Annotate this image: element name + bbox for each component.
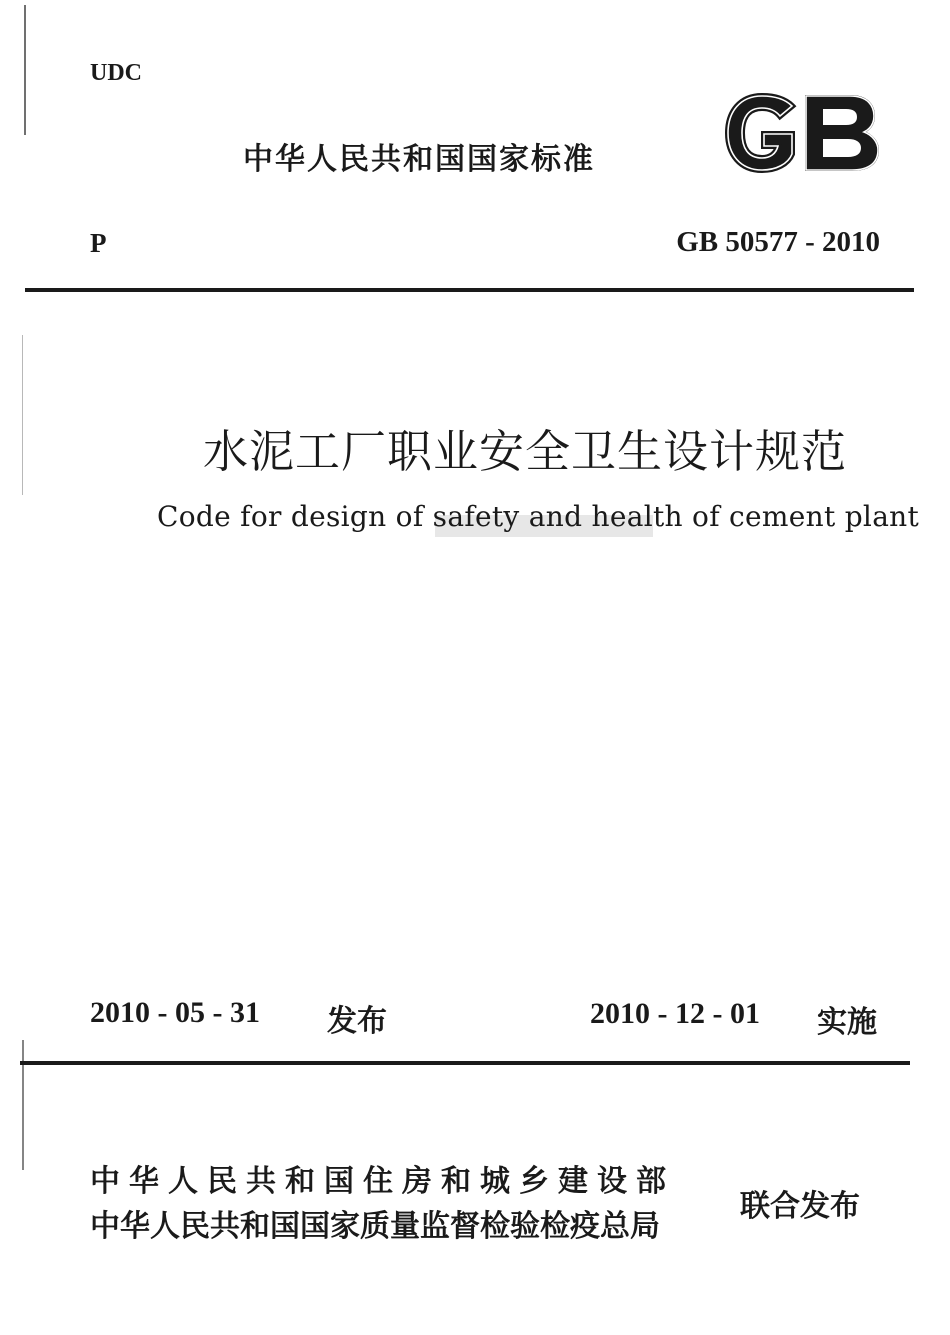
issue-label: 发布 <box>327 1004 387 1039</box>
scan-margin-mark <box>22 335 23 495</box>
udc-label: UDC <box>90 60 142 86</box>
title-chinese: 水泥工厂职业安全卫生设计规范 <box>203 425 848 478</box>
scan-margin-mark <box>24 5 26 135</box>
standard-number: GB 50577 - 2010 <box>676 226 880 258</box>
issuer-quality-supervision: 中华人民共和国国家质量监督检验检疫总局 <box>90 1209 660 1244</box>
national-standard-heading: 中华人民共和国国家标准 <box>243 142 595 177</box>
top-divider <box>25 288 914 292</box>
bottom-divider <box>20 1061 910 1065</box>
issuer-ministry-housing: 中华人民共和国住房和城乡建设部 <box>90 1164 675 1199</box>
title-english: Code for design of safety and health of cement plant <box>157 500 920 533</box>
joint-issue-label: 联合发布 <box>740 1189 860 1224</box>
classification-code: P <box>90 228 107 258</box>
implementation-date: 2010 - 12 - 01 <box>590 997 760 1030</box>
scan-margin-mark <box>22 1040 24 1170</box>
gb-logo <box>722 92 882 174</box>
issue-date: 2010 - 05 - 31 <box>90 996 260 1029</box>
implementation-label: 实施 <box>817 1005 877 1040</box>
